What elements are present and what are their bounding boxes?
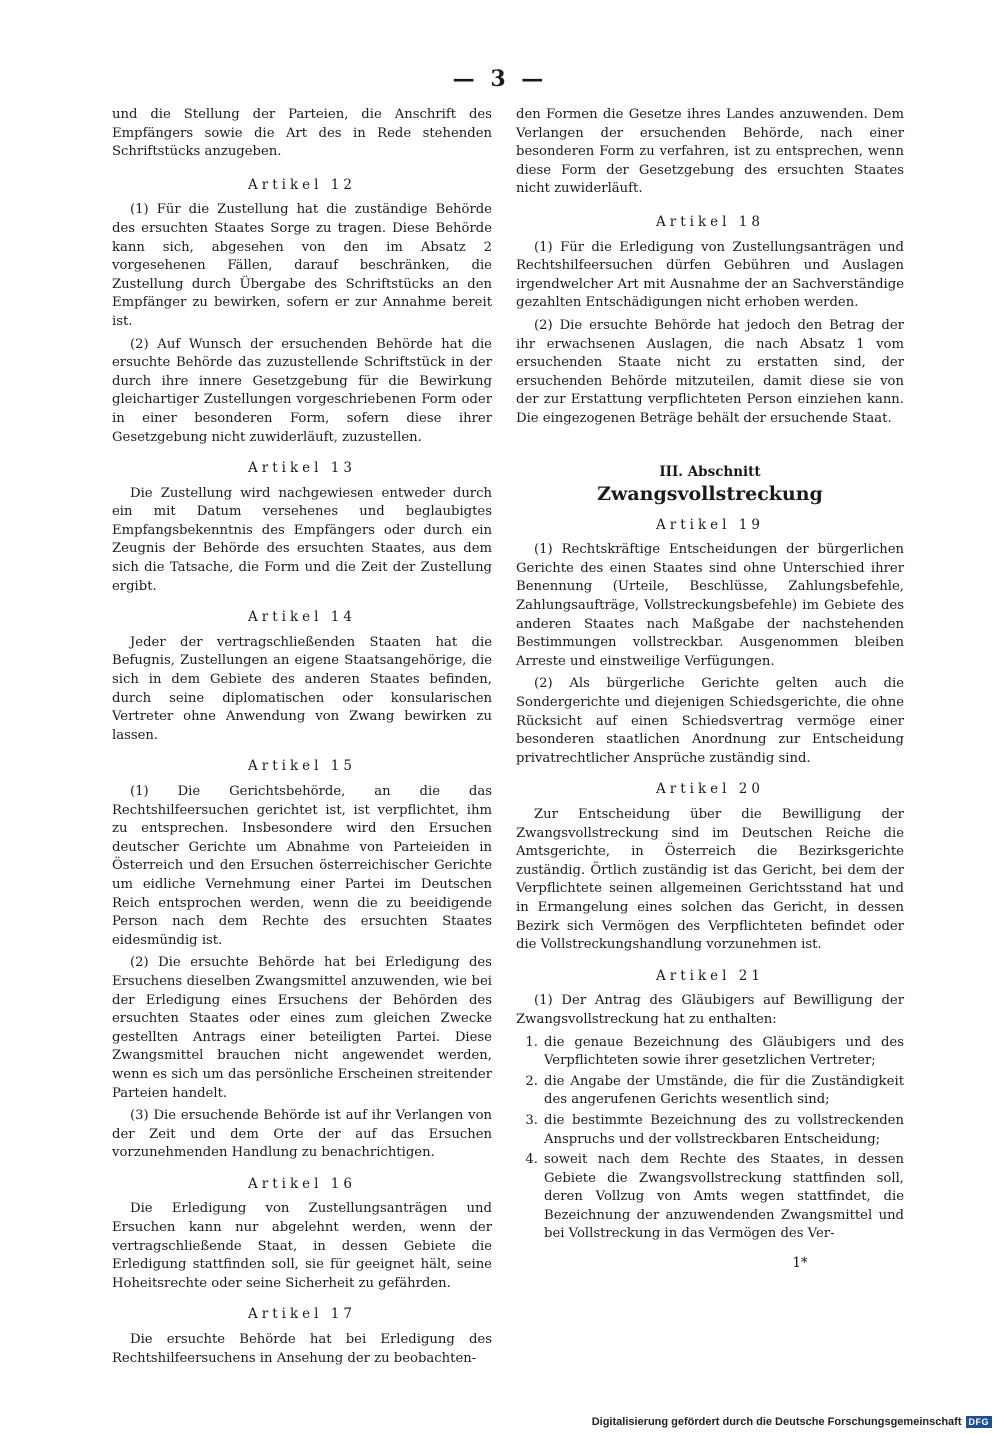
dfg-logo-icon: DFG bbox=[966, 1416, 993, 1428]
article-19 bbox=[516, 516, 904, 769]
list-item bbox=[516, 1073, 904, 1110]
article-15 bbox=[112, 757, 492, 1162]
article-paragraph: (2) Die ersuchte Behörde hat jedoch den Betrag der ihr erwachsenen Auslagen, die nach Absatz 1 vom ersuchenden Staate nicht zu erstatten sind, der ersuchenden Behörde mitzuteilen, damit diese sie von der zur Erstattung verpflichteten Person einziehen kann. Die eingezogenen Beträge behält der ersuchende Staat. bbox=[516, 317, 904, 426]
article-heading: Artikel 13 bbox=[248, 460, 356, 477]
article-heading: Artikel 15 bbox=[248, 758, 356, 775]
article-12 bbox=[112, 176, 492, 447]
list-item-text: die Angabe der Umstände, die für die Zuständigkeit des angerufenen Gerichts wesentlich sind; bbox=[544, 1073, 904, 1108]
article-paragraph: Jeder der vertragschließenden Staaten hat die Befugnis, Zustellungen an eigene Staatsangehörige, die sich in dem Gebiete des anderen Staates befinden, durch seine diplomatischen oder konsularischen Vertreter ohne Anwendung von Zwang bewirken zu lassen. bbox=[112, 634, 492, 743]
article-heading: Artikel 17 bbox=[248, 1306, 356, 1323]
list-item-text: die bestimmte Bezeichnung des zu vollstreckenden Anspruchs und der vollstreckbaren Entscheidung; bbox=[544, 1112, 904, 1147]
article-paragraph: (1) Rechtskräftige Entscheidungen der bürgerlichen Gerichte des einen Staates sind ohne Unterschied ihrer Benennung (Urteile, Beschlüsse, Zahlungsbefehle, Zahlungsaufträge, Vollstreckungsbefehle) im Gebiete des anderen Staates nach Maßgabe der nachstehenden Bestimmungen vollstreckbar. Ausgenommen bleiben Arreste und einstweilige Verfügungen. bbox=[516, 542, 904, 669]
section-title: Zwangsvollstreckung bbox=[597, 483, 823, 506]
article-18 bbox=[516, 213, 904, 429]
list-item bbox=[516, 1112, 904, 1149]
article-21 bbox=[516, 967, 904, 1244]
article-heading: Artikel 12 bbox=[248, 176, 356, 193]
left-column bbox=[112, 106, 492, 1372]
list-item-number: 3. bbox=[525, 1112, 538, 1128]
article-heading: Artikel 16 bbox=[248, 1175, 356, 1192]
list-item-text: die genaue Bezeichnung des Gläubigers und des Verpflichteten sowie ihrer gesetzlichen Vertreter; bbox=[544, 1034, 904, 1069]
page-number: — 3 — bbox=[452, 66, 548, 92]
enumerated-list bbox=[516, 1034, 904, 1245]
article-paragraph: Die ersuchte Behörde hat bei Erledigung des Rechtshilfeersuchens in Ansehung der zu beobachten- bbox=[112, 1332, 492, 1366]
article-paragraph: (2) Als bürgerliche Gerichte gelten auch die Sondergerichte und diejenigen Schiedsgerichte, die ohne Rücksicht auf einen Schiedsvertrag vermöge einer besonderen staatlichen Anordnung zur Entscheidung privatrechtlicher Ansprüche zuständig sind. bbox=[516, 676, 904, 766]
funder-footer bbox=[592, 1416, 992, 1428]
list-item bbox=[516, 1151, 904, 1244]
article-14 bbox=[112, 608, 492, 745]
article-paragraph: Die Erledigung von Zustellungsanträgen und Ersuchen kann nur abgelehnt werden, wenn der vertragschließende Staat, in dessen Gebiete die Erledigung stattfinden soll, sie für geeignet hält, seine Hoheitsrechte oder seine Sicherheit zu gefährden. bbox=[112, 1201, 492, 1291]
list-item bbox=[516, 1034, 904, 1071]
list-item-number: 1. bbox=[525, 1034, 538, 1050]
list-item-number: 4. bbox=[525, 1152, 538, 1168]
continued-text: den Formen die Gesetze ihres Landes anzuwenden. Dem Verlangen der ersuchenden Behörde, nach einer besonderen Form zu verfahren, ist zu entsprechen, wenn diese Form der Gesetzgebung des ersuchten Staates nicht zuwiderläuft. bbox=[516, 107, 904, 197]
article-16 bbox=[112, 1175, 492, 1294]
article-17 bbox=[112, 1305, 492, 1368]
article-paragraph: (1) Die Gerichtsbehörde, an die das Rechtshilfeersuchen gerichtet ist, ist verpflichtet, ihm zu entsprechen. Insbesondere wird den Ersuchen deutscher Gerichte um Abnahme von Parteieiden in Österreich und den Ersuchen österreichischer Gerichte um eidliche Vernehmung einer Partei im Deutschen Reich entsprochen werden, wenn die zu beeidigende Person nach dem Rechte des ersuchten Staates eidesmündig ist. bbox=[112, 784, 492, 948]
section-number: III. Abschnitt bbox=[659, 463, 761, 480]
article-heading: Artikel 20 bbox=[656, 781, 764, 798]
article-paragraph: (2) Die ersuchte Behörde hat bei Erledigung des Ersuchens dieselben Zwangsmittel anzuwenden, wie bei der Erledigung eines Ersuchens der Behörden des ersuchten Staates oder eines zum gleichen Zwecke gestellten Antrags einer beteiligten Partei. Diese Zwangsmittel brauchen nicht angewendet werden, wenn es sich um das persönliche Erscheinen streitender Parteien handelt. bbox=[112, 955, 492, 1101]
list-item-number: 2. bbox=[525, 1073, 538, 1089]
article-paragraph: (3) Die ersuchende Behörde ist auf ihr Verlangen von der Zeit und dem Orte der auf das Ersuchen vorzunehmenden Handlung zu benachrichtigen. bbox=[112, 1108, 492, 1161]
article-heading: Artikel 14 bbox=[248, 609, 356, 626]
continued-text: und die Stellung der Parteien, die Anschrift des Empfängers sowie die Art des in Rede stehenden Schriftstücks anzugeben. bbox=[112, 107, 492, 160]
right-column bbox=[516, 106, 904, 1273]
article-paragraph: (2) Auf Wunsch der ersuchenden Behörde hat die ersuchte Behörde das zuzustellende Schriftstück in der durch ihre innere Gesetzgebung für die Bewirkung gleichartiger Zustellungen vorgeschriebenen Form oder in einer besonderen Form, sofern diese ihrer Gesetzgebung nicht zuwiderläuft, zuzustellen. bbox=[112, 336, 492, 445]
funder-text: Digitalisierung gefördert durch die Deutsche Forschungsgemeinschaft bbox=[591, 1416, 962, 1428]
article-heading: Artikel 18 bbox=[656, 213, 764, 230]
article-heading: Artikel 19 bbox=[656, 516, 764, 533]
article-paragraph: Die Zustellung wird nachgewiesen entweder durch ein mit Datum versehenes und beglaubigtes Empfangsbekenntnis des Empfängers oder durch ein Zeugnis der Behörde des ersuchten Staates, aus dem sich die Tatsache, die Form und die Zeit der Zustellung ergibt. bbox=[112, 485, 492, 594]
article-intro: (1) Der Antrag des Gläubigers auf Bewilligung der Zwangsvollstreckung hat zu enthalten: bbox=[516, 993, 904, 1027]
article-13 bbox=[112, 459, 492, 596]
article-paragraph: (1) Für die Erledigung von Zustellungsanträgen und Rechtshilfeersuchen dürfen Gebühren und Auslagen irgendwelcher Art mit Ausnahme der an Sachverständige gezahlten Entschädigungen nicht erhoben werden. bbox=[516, 239, 904, 311]
article-paragraph: Zur Entscheidung über die Bewilligung der Zwangsvollstreckung sind im Deutschen Reiche die Amtsgerichte, in Österreich die Bezirksgerichte zuständig. Örtlich zuständig ist das Gericht, bei dem der Verpflichtete seinen allgemeinen Gerichtsstand hat und in Ermangelung eines solchen das Gericht, in dessen Bezirk sich Vermögen des Verpflichteten befindet oder die Vollstreckungshandlung vorzunehmen ist. bbox=[516, 807, 904, 953]
article-heading: Artikel 21 bbox=[656, 967, 764, 984]
signature-mark: 1* bbox=[792, 1255, 808, 1272]
list-item-text: soweit nach dem Rechte des Staates, in dessen Gebiete die Zwangsvollstreckung stattfinden soll, deren Vollzug von Amts wegen stattfindet, die Bezeichnung der anzuwendenden Zwangsmittel und bei Vollstreckung in das Vermögen des Ver- bbox=[544, 1152, 904, 1242]
article-paragraph: (1) Für die Zustellung hat die zuständige Behörde des ersuchten Staates Sorge zu tragen. Diese Behörde kann sich, abgesehen von den im Absatz 2 vorgesehenen Fällen, darauf beschränken, die Zustellung durch Übergabe des Schriftstücks an den Empfänger zu bewirken, sofern er zur Annahme bereit ist. bbox=[112, 202, 492, 329]
article-20 bbox=[516, 780, 904, 954]
